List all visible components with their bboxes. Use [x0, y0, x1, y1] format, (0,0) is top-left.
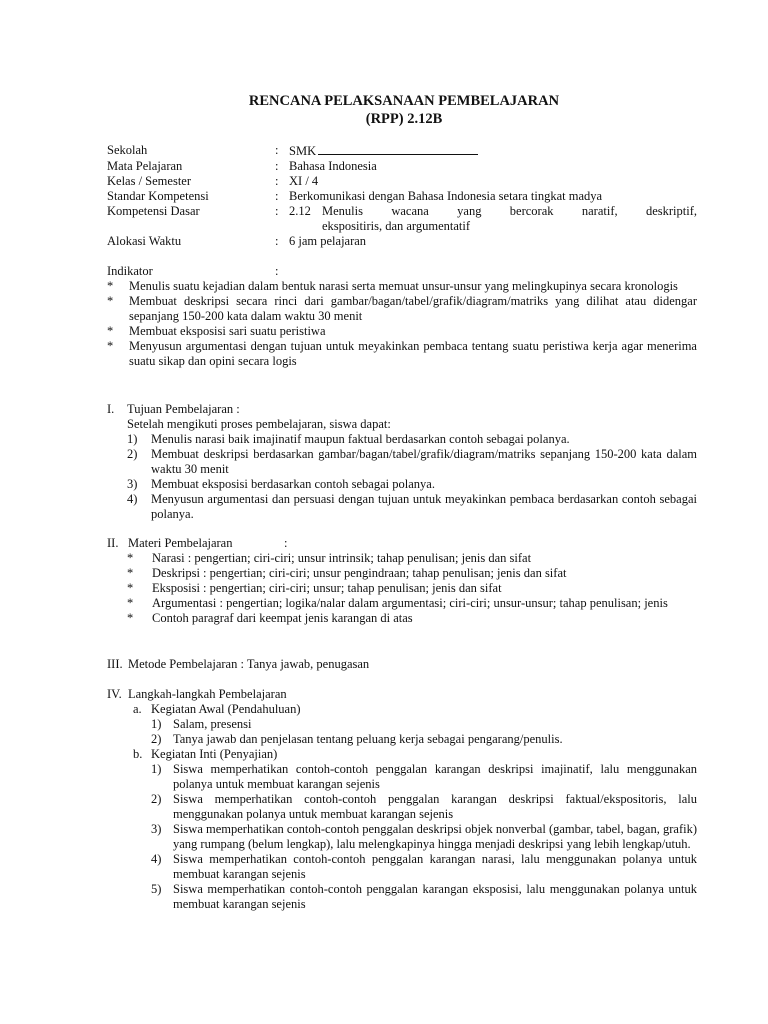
item-number: 1) [151, 717, 162, 731]
indikator-text: Menulis suatu kejadian dalam bentuk narasi serta memuat unsur-unsur yang melingkupinya secara kronologis [129, 279, 678, 293]
tujuan-item [127, 477, 697, 492]
bullet-marker: * [127, 581, 134, 595]
tujuan-item [127, 432, 697, 447]
materi-item [107, 566, 697, 581]
label-sekolah: Sekolah [107, 143, 148, 157]
item-text: Membuat eksposisi berdasarkan contoh sebagai polanya. [151, 477, 435, 491]
kegiatan-awal-list [107, 717, 697, 747]
document-subtitle: (RPP) 2.12B [365, 111, 443, 127]
materi-text: Deskripsi : pengertian; ciri-ciri; unsur pengindraan; tahap penulisan; jenis dan sifat [152, 566, 567, 580]
materi-text: Eksposisi : pengertian; ciri-ciri; unsur; tahap penulisan; jenis dan sifat [152, 581, 502, 595]
document-title: RENCANA PELAKSANAAN PEMBELAJARAN [248, 93, 560, 109]
label-kd: Kompetensi Dasar [107, 204, 200, 218]
item-number: 5) [151, 882, 162, 896]
item-number: 1) [151, 762, 162, 776]
value-kelas: XI / 4 [289, 174, 319, 188]
section-number: I. [107, 402, 115, 416]
section-materi [107, 536, 697, 626]
indikator-item [107, 324, 697, 339]
item-number: 4) [151, 852, 162, 866]
indikator-label: Indikator [107, 264, 153, 278]
section-langkah [107, 687, 697, 912]
identity-table [107, 143, 697, 249]
item-text: Siswa memperhatikan contoh-contoh penggalan karangan deskripsi imajinatif, lalu menggunakan polanya untuk membuat karangan sejenis [173, 762, 697, 791]
item-number: 1) [127, 432, 138, 446]
bullet-marker: * [127, 566, 134, 580]
row-sk [107, 189, 697, 204]
item-number: 2) [127, 447, 138, 461]
label-sk: Standar Kompetensi [107, 189, 209, 203]
section-number: III. [107, 657, 123, 671]
kegiatan-item [107, 882, 697, 912]
tujuan-item [127, 447, 697, 477]
blank-line [318, 143, 478, 155]
materi-list [107, 551, 697, 626]
item-text: Tanya jawab dan penjelasan tentang peluang kerja sebagai pengarang/penulis. [173, 732, 563, 746]
item-text: Salam, presensi [173, 717, 252, 731]
item-text: Menulis narasi baik imajinatif maupun faktual berdasarkan contoh sebagai polanya. [151, 432, 570, 446]
kegiatan-inti-heading: b. Kegiatan Inti (Penyajian) [133, 747, 278, 761]
label-kelas: Kelas / Semester [107, 174, 192, 188]
kegiatan-item [107, 852, 697, 882]
row-waktu [107, 234, 697, 249]
bullet-marker: * [107, 339, 114, 353]
materi-item [107, 551, 697, 566]
colon: : [275, 174, 279, 188]
indikator-text: Menyusun argumentasi dengan tujuan untuk meyakinkan pembaca tentang suatu peristiwa kerja agar menerima suatu sikap dan opini secara logis [129, 339, 697, 368]
section-number: IV. [107, 687, 122, 701]
kegiatan-inti-list [107, 762, 697, 912]
section-number: II. [107, 536, 119, 550]
tujuan-intro: Setelah mengikuti proses pembelajaran, siswa dapat: [127, 417, 391, 431]
indikator-item [107, 279, 697, 294]
colon: : [275, 264, 279, 278]
colon: : [275, 204, 279, 218]
kegiatan-item [107, 792, 697, 822]
materi-item [107, 596, 697, 611]
bullet-marker: * [127, 596, 134, 610]
indikator-text: Membuat eksposisi sari suatu peristiwa [129, 324, 326, 338]
indikator-item [107, 339, 697, 369]
value-sekolah: SMK [289, 143, 697, 159]
indikator-item [107, 294, 697, 324]
bullet-marker: * [127, 611, 134, 625]
kegiatan-item [107, 732, 697, 747]
row-kd [107, 204, 697, 234]
item-text: Siswa memperhatikan contoh-contoh penggalan karangan eksposisi, lalu menggunakan polanya untuk membuat karangan sejenis [173, 882, 697, 911]
value-waktu: 6 jam pelajaran [289, 234, 367, 248]
section-title: Materi Pembelajaran [128, 536, 233, 550]
colon: : [275, 143, 279, 157]
item-text: Siswa memperhatikan contoh-contoh penggalan karangan narasi, lalu menggunakan polanya untuk membuat karangan sejenis [173, 852, 697, 881]
label-mapel: Mata Pelajaran [107, 159, 183, 173]
indikator-list [107, 279, 697, 369]
value-mapel: Bahasa Indonesia [289, 159, 377, 173]
tujuan-list [107, 432, 697, 522]
item-text: Siswa memperhatikan contoh-contoh penggalan deskripsi objek nonverbal (gambar, tabel, bagan, grafik) yang rumpang (belum lengkap), lalu melengkapinya hingga menjadi deskripsi yang lebih lengkap/utuh. [173, 822, 697, 851]
materi-item [107, 611, 697, 626]
metode-text: Metode Pembelajaran : Tanya jawab, penugasan [128, 657, 370, 671]
value-sk: Berkomunikasi dengan Bahasa Indonesia setara tingkat madya [289, 189, 603, 203]
tujuan-item [127, 492, 697, 522]
kegiatan-awal-heading: a. Kegiatan Awal (Pendahuluan) [133, 702, 301, 716]
kd-number: 2.12 [289, 204, 311, 218]
materi-text: Contoh paragraf dari keempat jenis karangan di atas [152, 611, 413, 625]
row-mapel [107, 159, 697, 174]
materi-text: Narasi : pengertian; ciri-ciri; unsur intrinsik; tahap penulisan; jenis dan sifat [152, 551, 532, 565]
item-number: 2) [151, 792, 162, 806]
section-metode [107, 657, 697, 672]
bullet-marker: * [107, 324, 114, 338]
item-number: 3) [127, 477, 138, 491]
row-kelas [107, 174, 697, 189]
item-text: Membuat deskripsi berdasarkan gambar/bagan/tabel/grafik/diagram/matriks sepanjang 150-200 kata dalam waktu 30 menit [151, 447, 697, 476]
materi-item [107, 581, 697, 596]
label-waktu: Alokasi Waktu [107, 234, 182, 248]
kegiatan-item [107, 717, 697, 732]
materi-text: Argumentasi : pengertian; logika/nalar dalam argumentasi; ciri-ciri; unsur-unsur; tahap penulisan; jenis [152, 596, 668, 610]
kd-text-line2: ekspositiris, dan argumentatif [322, 219, 471, 233]
section-tujuan [107, 402, 697, 522]
item-number: 3) [151, 822, 162, 836]
section-title: Langkah-langkah Pembelajaran [128, 687, 287, 701]
kegiatan-item [107, 762, 697, 792]
item-text: Menyusun argumentasi dan persuasi dengan tujuan untuk meyakinkan pembaca berdasarkan contoh sebagai polanya. [151, 492, 697, 521]
colon: : [284, 536, 288, 550]
bullet-marker: * [107, 294, 114, 308]
value-kd [289, 204, 697, 234]
item-text: Siswa memperhatikan contoh-contoh penggalan karangan deskripsi faktual/ekspositoris, lalu menggunakan polanya untuk membuat karangan sejenis [173, 792, 697, 821]
item-number: 4) [127, 492, 138, 506]
section-title: Tujuan Pembelajaran : [127, 402, 240, 416]
item-number: 2) [151, 732, 162, 746]
kd-text-line1: Menulis wacana yang bercorak naratif, deskriptif, [322, 204, 697, 218]
row-sekolah [107, 143, 697, 159]
indikator-section [107, 264, 697, 369]
colon: : [275, 189, 279, 203]
bullet-marker: * [127, 551, 134, 565]
indikator-text: Membuat deskripsi secara rinci dari gambar/bagan/tabel/grafik/diagram/matriks yang dilihat atau didengar sepanjang 150-200 kata dalam waktu 30 menit [129, 294, 697, 323]
colon: : [275, 159, 279, 173]
kegiatan-item [107, 822, 697, 852]
colon: : [275, 234, 279, 248]
bullet-marker: * [107, 279, 114, 293]
